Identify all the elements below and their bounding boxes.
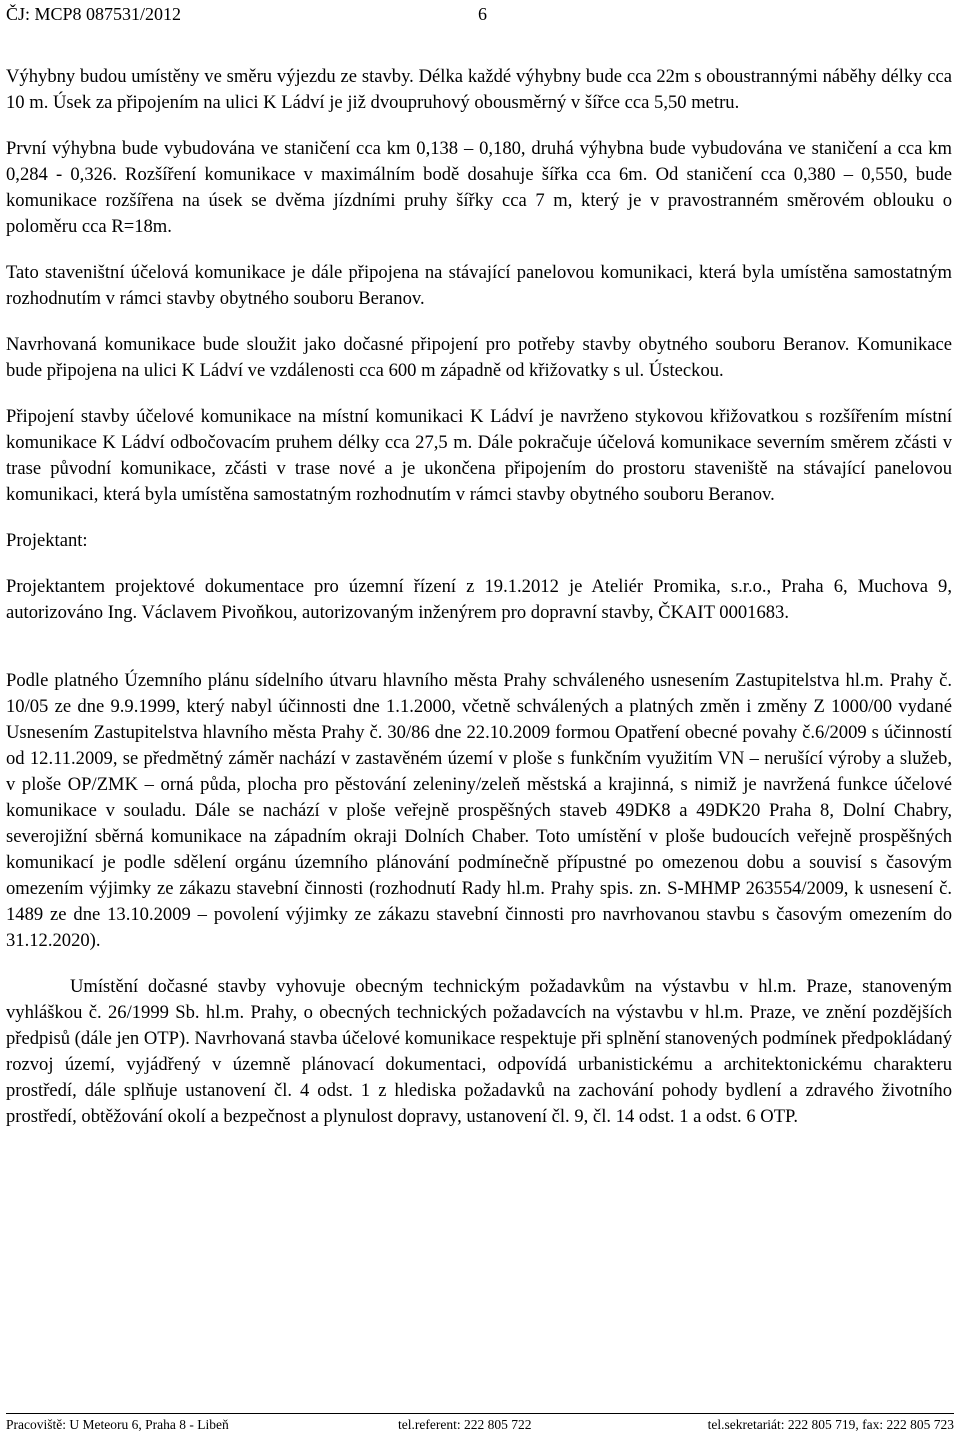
paragraph-junction: Připojení stavby účelové komunikace na místní komunikaci K Ládví je navrženo stykovou křižovatkou s rozšířením místní komunikace K Ládví odbočovacím pruhem délky cca 27,5 m. Dále pokračuje účelová komunikace severním směrem zčásti v trase původní komunikace, zčásti v trase nové a je ukončena připojením do prostoru staveniště na stávající panelovou komunikaci, která byla umístěna samostatným rozhodnutím v rámci stavby obytného souboru Beranov. <box>6 406 952 505</box>
footer-workplace: Pracoviště: U Meteoru 6, Praha 8 - Libeň <box>6 1417 229 1432</box>
section-spacer <box>6 626 952 668</box>
projektant-heading: Projektant: <box>6 530 88 551</box>
paragraph-technical-requirements: Umístění dočasné stavby vyhovuje obecným technickým požadavkům na výstavbu v hl.m. Praze, stanoveným vyhláškou č. 26/1999 Sb. hl.m. Prahy, o obecných technických požadavcích na výstavbu v hl.m. Praze, ve znění pozdějších předpisů (dále jen OTP). Navrhovaná stavba účelové komunikace respektuje při splnění stanovených podmínek předpokládaný rozvoj území, vyjádřený v územně plánovací dokumentaci, odpovídá urbanistickému a architektonickému charakteru prostředí, dále splňuje ustanovení čl. 4 odst. 1 z hlediska požadavků na zachování pohody bydlení a zdravého životního prostředí, obtěžování okolí a bezpečnost a plynulost dopravy, ustanovení čl. 9, čl. 14 odst. 1 a odst. 6 OTP. <box>6 976 952 1127</box>
paragraph-passing-bays: Výhybny budou umístěny ve směru výjezdu ze stavby. Délka každé výhybny bude cca 22m s oboustrannými náběhy délky cca 10 m. Úsek za připojením na ulici K Ládví je již dvoupruhový obousměrný v šířce cca 5,50 metru. <box>6 66 952 113</box>
page-footer <box>6 1417 954 1433</box>
projektant-text: Projektantem projektové dokumentace pro územní řízení z 19.1.2012 je Ateliér Promika, s.r.o., Praha 6, Muchova 9, autorizováno Ing. Václavem Pivoňkou, autorizovaným inženýrem pro dopravní stavby, ČKAIT 0001683. <box>6 576 952 623</box>
paragraph-temporary-connection: Navrhovaná komunikace bude sloužit jako dočasné připojení pro potřeby stavby obytného souboru Beranov. Komunikace bude připojena na ulici K Ládví ve vzdálenosti cca 600 m západně od křižovatky s ul. Ústeckou. <box>6 334 952 381</box>
paragraph-panel-road: Tato staveništní účelová komunikace je dále připojena na stávající panelovou komunikaci, která byla umístěna samostatným rozhodnutím v rámci stavby obytného souboru Beranov. <box>6 262 952 309</box>
page-number: 6 <box>478 4 487 24</box>
document-reference: ČJ: MCP8 087531/2012 <box>6 4 182 24</box>
page-header <box>6 4 954 28</box>
footer-referent-phone: tel.referent: 222 805 722 <box>398 1417 532 1432</box>
footer-secretariat: tel.sekretariát: 222 805 719, fax: 222 805 723 <box>707 1417 954 1432</box>
footer-divider <box>6 1413 954 1414</box>
paragraph-chainage: První výhybna bude vybudována ve staničení cca km 0,138 – 0,180, druhá výhybna bude vybudována ve staničení a cca km 0,284 - 0,326. Rozšíření komunikace v maximálním bodě dosahuje šířka cca 6m. Od staničení cca 0,380 – 0,550, bude komunikace rozšířena na úsek se dvěma jízdními pruhy šířky cca 7 m, který je v pravostranném směrovém oblouku o poloměru cca R=18m. <box>6 138 952 237</box>
paragraph-territorial-plan: Podle platného Územního plánu sídelního útvaru hlavního města Prahy schváleného usnesením Zastupitelstva hl.m. Prahy č. 10/05 ze dne 9.9.1999, který nabyl účinnosti dne 1.1.2000, včetně schválených a platných změn i změny Z 1000/00 vydané Usnesením Zastupitelstva hlavního města Prahy č. 30/86 dne 22.10.2009 formou Opatření obecné povahy č.6/2009 s účinností od 12.11.2009, se předmětný záměr nachází v zastavěném území v ploše s funkčním využitím VN – nerušící výroby a služeb, v ploše OP/ZMK – orná půda, plocha pro pěstování zeleniny/zeleň městská a krajinná, s nimiž je navržená funkce účelové komunikace v souladu. Dále se nachází v ploše veřejně prospěšných staveb 49DK8 a 49DK20 Praha 8, Dolní Chabry, severojižní sběrná komunikace na západním okraji Dolních Chaber. Toto umístění v ploše budoucích veřejně prospěšných komunikací je podle sdělení orgánu územního plánování podmínečně přípustné po omezenou dobu a souvisí s časovým omezením výjimky ze zákazu stavební činnosti (rozhodnutí Rady hl.m. Prahy spis. zn. S-MHMP 263554/2009, k usnesení č. 1489 ze dne 13.10.2009 – povolení výjimky ze zákazu stavební činnosti pro navrhovanou stavbu s časovým omezením do 31.12.2020). <box>6 670 952 951</box>
document-body <box>6 64 952 1150</box>
